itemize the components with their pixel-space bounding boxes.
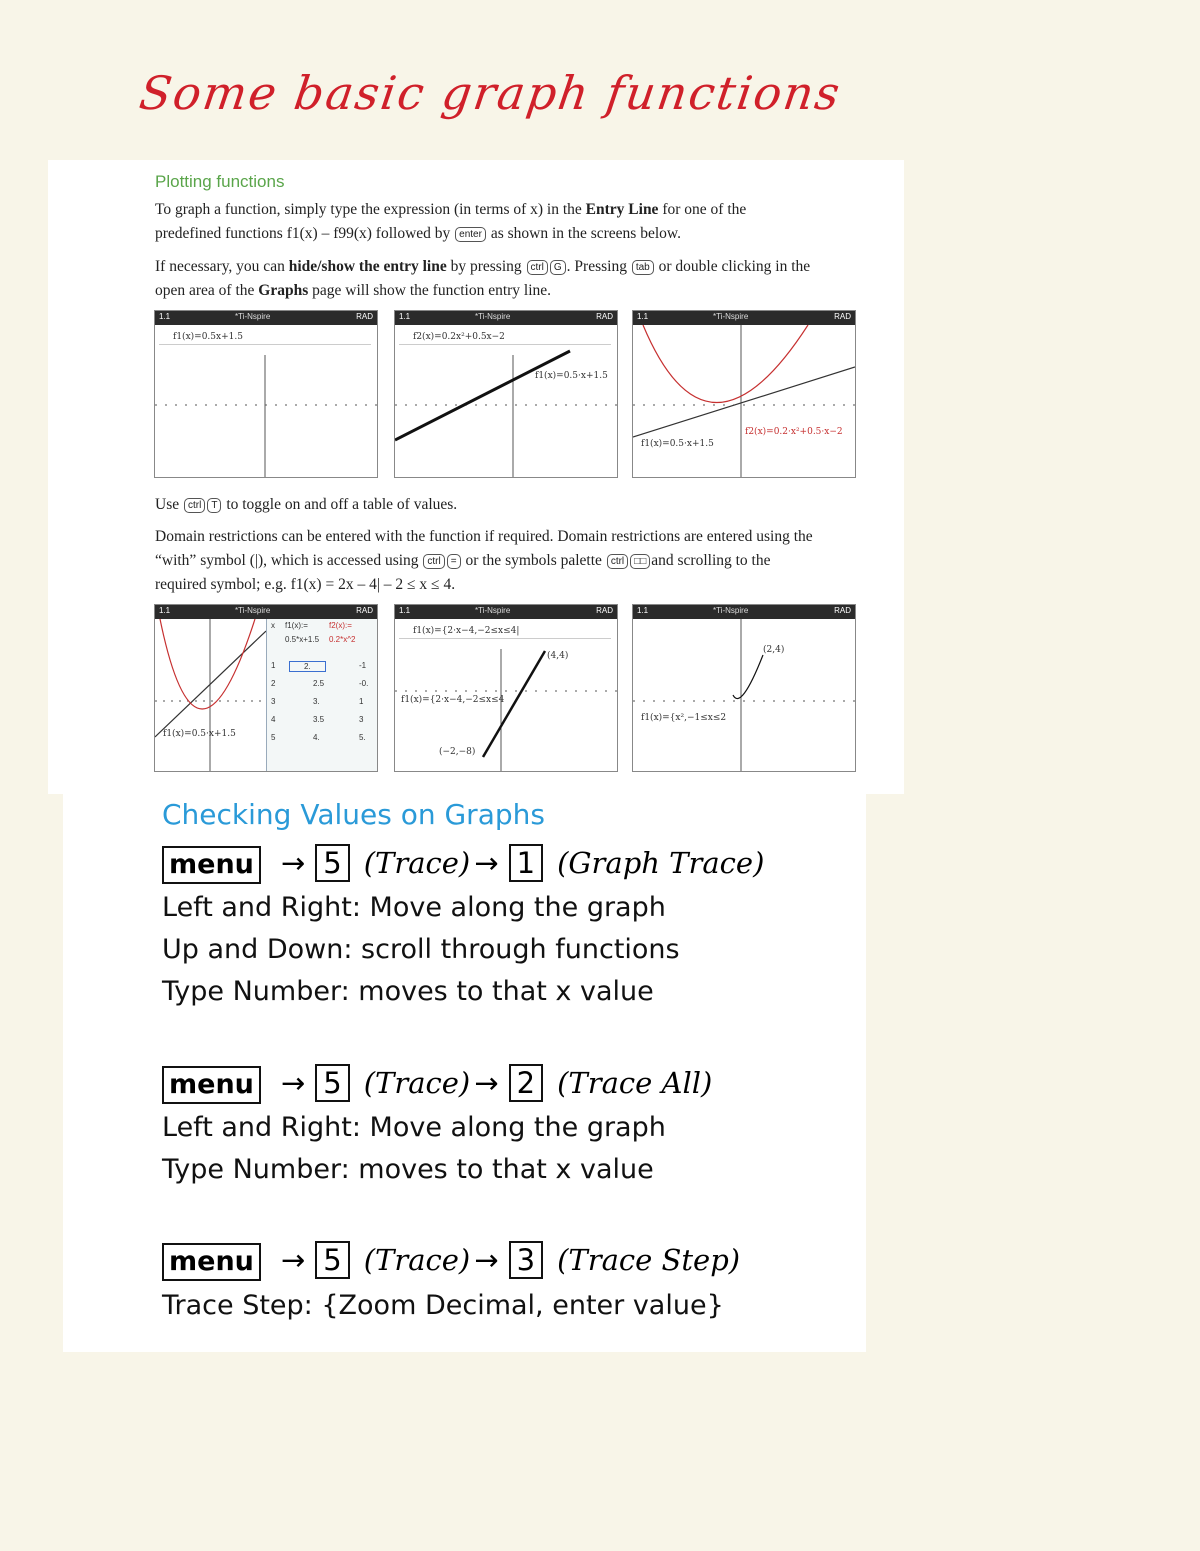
graph-axes [155,325,377,477]
arrow: → [280,1066,306,1100]
ctrl-key: ctrl [527,260,548,275]
menu-key: menu [162,1066,261,1104]
function-label: f1(x)={x²,−1≤x≤2 [641,713,727,723]
key-5: 5 [315,1064,349,1102]
note-line: Left and Right: Move along the graph [162,892,666,923]
graph-restricted-parabola [633,619,855,771]
key-2: 2 [509,1064,543,1102]
paragraph-entry-line: To graph a function, simply type the expression (in terms of x) in the Entry Line for one of the predefined functions f1(x) – f99(x) followed by enter as shown in the screens below. [155,201,747,242]
handwritten-title: Some basic graph functions [136,66,845,120]
arrow: → [474,1066,499,1100]
point-label: (−2,−8) [439,747,476,757]
textbook-excerpt [48,160,904,794]
function-entry-line: f1(x)={2·x−4,−2≤x≤4| [399,623,611,639]
note-line: Type Number: moves to that x value [162,976,654,1007]
table-row: 4 3.5 3 [271,715,364,724]
t-key: T [207,498,221,513]
table-row: 2 2.5 -0. [271,679,369,688]
values-table [266,619,377,771]
ctrl-key: ctrl [607,554,628,569]
function-label: f1(x)=0.5·x+1.5 [163,729,236,739]
ctrl-key: ctrl [184,498,205,513]
key-5: 5 [315,844,349,882]
table-row: 5 4. 5. [271,733,366,742]
arrow: → [474,846,499,880]
function-label: f1(x)={2·x−4,−2≤x≤4 [401,695,505,705]
arrow: → [280,1243,306,1277]
calculator-screen-6 [632,604,856,772]
notes-section [63,794,866,1352]
command-graph-trace: menu → 5 (Trace) → 1 (Graph Trace) [162,844,764,884]
arrow: → [280,846,306,880]
function-label: f1(x)=0.5·x+1.5 [535,371,608,381]
command-trace-step: menu → 5 (Trace) → 3 (Trace Step) [162,1241,740,1281]
screen-titlebar: 1.1 *Ti-Nspire RAD [395,605,617,619]
menu-key: menu [162,1243,261,1281]
enter-key: enter [455,227,486,242]
notes-title: Checking Values on Graphs [162,798,545,831]
table-header: x f1(x):= f2(x):= [271,621,352,630]
paragraph-domain-restrictions: Domain restrictions can be entered with the function if required. Domain restrictions are entered using the “with” symbol (|), which is accessed using ctrl = or the symbols palette ctrl □□ and scrolling to the required symbol; e.g. f1(x) = 2x – 4| – 2 ≤ x ≤ 4. [155,528,813,593]
arrow: → [474,1243,499,1277]
palette-key: □□ [630,554,650,569]
note-line: Type Number: moves to that x value [162,1154,654,1185]
screen-titlebar: 1.1 *Ti-Nspire RAD [155,605,377,619]
calculator-screen-1 [154,310,378,478]
point-label: (4,4) [547,651,569,661]
table-row: 3 3. 1 [271,697,364,706]
graph-split [155,619,266,771]
section-heading: Plotting functions [155,172,285,191]
point-label: (2,4) [763,645,785,655]
paragraph-table-toggle: Use ctrl T to toggle on and off a table of values. [155,496,458,513]
note-line: Trace Step: {Zoom Decimal, enter value} [162,1290,724,1321]
tab-key: tab [632,260,654,275]
function-label: f1(x)=0.5·x+1.5 [641,439,714,449]
table-row: 1 2. -1 [271,661,367,671]
screen-titlebar: 1.1 *Ti-Nspire RAD [395,311,617,325]
ctrl-key: ctrl [423,554,444,569]
function-entry-line: f1(x)=0.5x+1.5 [159,329,371,345]
screen-titlebar: 1.1 *Ti-Nspire RAD [155,311,377,325]
note-line: Left and Right: Move along the graph [162,1112,666,1143]
function-entry-line: f2(x)=0.2x²+0.5x−2 [399,329,611,345]
calculator-screen-5 [394,604,618,772]
paragraph-hide-show: If necessary, you can hide/show the entry line by pressing ctrl G . Pressing tab or double clicking in the open area of the Graphs page will show the function entry line. [155,258,811,299]
key-3: 3 [509,1241,543,1279]
graph-line [395,325,617,477]
command-trace-all: menu → 5 (Trace) → 2 (Trace All) [162,1064,712,1104]
graph-line-parabola [633,325,855,477]
calculator-screen-2 [394,310,618,478]
equals-key: = [447,554,461,569]
key-1: 1 [509,844,543,882]
calculator-screen-3 [632,310,856,478]
screen-titlebar: 1.1 *Ti-Nspire RAD [633,605,855,619]
note-line: Up and Down: scroll through functions [162,934,680,965]
calculator-screen-4 [154,604,378,772]
function-label-2: f2(x)=0.2·x²+0.5·x−2 [745,427,843,437]
key-5: 5 [315,1241,349,1279]
screen-titlebar: 1.1 *Ti-Nspire RAD [633,311,855,325]
menu-key: menu [162,846,261,884]
table-subheader: 0.5*x+1.5 0.2*x^2 [285,635,356,644]
g-key: G [550,260,566,275]
